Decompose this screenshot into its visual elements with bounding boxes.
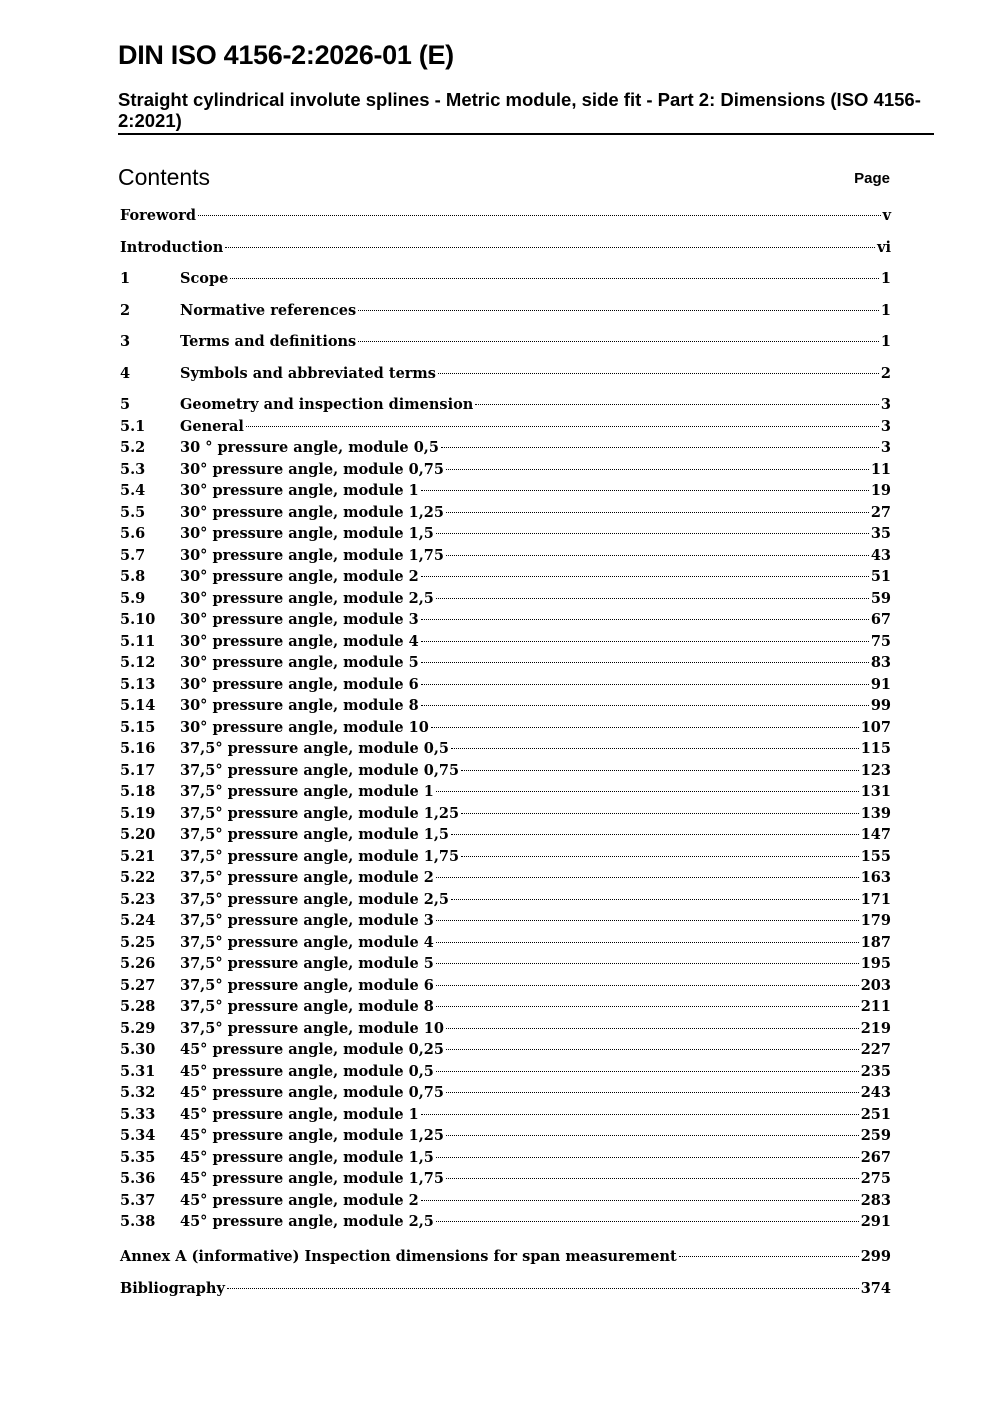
- toc-entry-title: 45° pressure angle, module 0,25: [180, 1041, 444, 1058]
- toc-entry-page: 83: [870, 654, 891, 671]
- toc-entry-page: 75: [870, 632, 891, 650]
- toc-entry-number: 5.20: [120, 826, 156, 843]
- toc-dot-leader: [436, 920, 859, 921]
- toc-dot-leader: [436, 942, 859, 943]
- toc-entry[interactable]: [120, 546, 891, 566]
- toc-entry-number: 5.7: [120, 546, 146, 564]
- toc-entry-page: 147: [860, 826, 891, 843]
- toc-entry-page: 259: [860, 1127, 891, 1144]
- toc-entry-page: 374: [860, 1280, 891, 1297]
- toc-dot-leader: [451, 834, 859, 835]
- toc-dot-leader: [358, 310, 879, 311]
- toc-entry-title: 37,5° pressure angle, module 10: [180, 1019, 444, 1037]
- toc-entry[interactable]: [120, 890, 891, 910]
- toc-entry-page: 2: [880, 365, 891, 382]
- page-column-heading: Page: [854, 170, 890, 187]
- toc-entry-page: 115: [860, 740, 891, 757]
- toc-dot-leader: [446, 1049, 859, 1050]
- toc-dot-leader: [436, 985, 859, 986]
- toc-entry-title: 37,5° pressure angle, module 0,75: [180, 761, 460, 779]
- toc-entry-number: 5.5: [120, 503, 146, 521]
- toc-entry[interactable]: [120, 1148, 891, 1168]
- toc-entry-title: 30 ° pressure angle, module 0,5: [180, 439, 439, 456]
- toc-entry-title: 37,5° pressure angle, module 1,5: [180, 826, 450, 843]
- toc-entry-page: 163: [860, 869, 891, 886]
- toc-dot-leader: [446, 1178, 859, 1179]
- toc-entry-page: 131: [860, 783, 891, 800]
- toc-entry-page: 51: [870, 568, 891, 585]
- toc-dot-leader: [246, 426, 879, 427]
- toc-entry[interactable]: [120, 954, 891, 974]
- toc-dot-leader: [198, 215, 881, 216]
- toc-entry[interactable]: [120, 825, 891, 845]
- toc-entry-number: 5.4: [120, 482, 146, 499]
- toc-entry-title: 30° pressure angle, module 5: [180, 654, 419, 671]
- toc-entry-number: 5.28: [120, 998, 156, 1015]
- toc-entry-number: 5.15: [120, 718, 156, 736]
- toc-dot-leader: [227, 1288, 859, 1289]
- toc-entry[interactable]: [120, 675, 891, 695]
- toc-entry-title: 30° pressure angle, module 2: [180, 568, 419, 585]
- toc-dot-leader: [441, 447, 879, 448]
- toc-entry[interactable]: [120, 653, 891, 673]
- toc-entry[interactable]: [120, 524, 891, 544]
- toc-entry-page: 203: [860, 976, 891, 994]
- toc-entry[interactable]: [120, 332, 891, 352]
- toc-entry-number: 5.14: [120, 697, 156, 714]
- toc-dot-leader: [436, 598, 869, 599]
- toc-entry-title: 45° pressure angle, module 1,5: [180, 1148, 434, 1166]
- toc-entry-number: 5.1: [120, 417, 146, 435]
- toc-entry-page: 267: [860, 1148, 891, 1166]
- toc-entry-page: 1: [880, 333, 891, 350]
- toc-entry-title: 30° pressure angle, module 3: [180, 611, 419, 628]
- toc-entry-title: 45° pressure angle, module 2,5: [180, 1213, 434, 1230]
- toc-entry-title: Bibliography: [120, 1280, 225, 1297]
- toc-entry-title: 37,5° pressure angle, module 0,5: [180, 740, 450, 757]
- toc-dot-leader: [431, 727, 859, 728]
- toc-entry-title: 30° pressure angle, module 1: [180, 482, 419, 499]
- toc-entry[interactable]: [120, 301, 891, 321]
- toc-entry-title: 30° pressure angle, module 10: [180, 718, 429, 736]
- toc-dot-leader: [421, 1114, 859, 1115]
- toc-entry-page: 67: [870, 611, 891, 628]
- toc-dot-leader: [461, 813, 859, 814]
- document-id: DIN ISO 4156-2:2026-01 (E): [118, 40, 454, 70]
- toc-dot-leader: [446, 1092, 859, 1093]
- toc-entry-page: 283: [860, 1191, 891, 1209]
- toc-entry-page: 235: [860, 1062, 891, 1080]
- toc-dot-leader: [436, 791, 859, 792]
- toc-entry-number: 5.37: [120, 1191, 156, 1209]
- toc-entry[interactable]: [120, 567, 891, 587]
- toc-entry-title: 45° pressure angle, module 1,25: [180, 1127, 444, 1144]
- toc-entry-title: 30° pressure angle, module 1,5: [180, 525, 434, 542]
- toc-entry-number: 5.3: [120, 460, 146, 478]
- toc-dot-leader: [438, 373, 879, 374]
- toc-entry-title: Annex A (informative) Inspection dimensions for span measurement: [120, 1248, 677, 1265]
- toc-entry-title: 45° pressure angle, module 0,75: [180, 1084, 444, 1101]
- toc-entry-number: 5.31: [120, 1062, 156, 1080]
- toc-dot-leader: [679, 1256, 859, 1257]
- document-subtitle: Straight cylindrical involute splines - Metric module, side fit - Part 2: Dimensions (ISO 4156-2:2021): [118, 89, 921, 131]
- toc-entry-title: 37,5° pressure angle, module 1,75: [180, 847, 460, 865]
- toc-entry-title: Normative references: [180, 302, 357, 319]
- toc-dot-leader: [421, 490, 869, 491]
- toc-dot-leader: [421, 641, 869, 642]
- toc-entry-number: 5.9: [120, 589, 146, 607]
- toc-entry-number: 5.26: [120, 955, 156, 972]
- toc-entry-page: 3: [880, 439, 891, 456]
- toc-entry-number: 5.18: [120, 783, 156, 800]
- toc-entry-number: 5.29: [120, 1019, 156, 1037]
- toc-dot-leader: [461, 770, 859, 771]
- toc-entry-number: 5.19: [120, 804, 156, 822]
- toc-entry-page: 299: [860, 1248, 891, 1265]
- toc-entry[interactable]: [120, 1019, 891, 1039]
- toc-entry[interactable]: [120, 739, 891, 759]
- toc-dot-leader: [421, 576, 869, 577]
- toc-entry[interactable]: [120, 395, 891, 415]
- toc-entry-title: 30° pressure angle, module 4: [180, 632, 419, 650]
- toc-dot-leader: [475, 404, 879, 405]
- toc-entry-number: 5.25: [120, 933, 156, 951]
- toc-entry-title: 37,5° pressure angle, module 2,5: [180, 890, 450, 908]
- toc-dot-leader: [451, 748, 859, 749]
- toc-entry-page: 43: [870, 546, 891, 564]
- toc-entry-page: 1: [880, 302, 891, 319]
- toc-entry[interactable]: [120, 417, 891, 437]
- toc-entry-page: 171: [860, 890, 891, 908]
- header-rule: [118, 133, 934, 135]
- toc-dot-leader: [446, 555, 869, 556]
- toc-dot-leader: [436, 533, 869, 534]
- toc-entry[interactable]: [120, 1126, 891, 1146]
- toc-entry-title: 37,5° pressure angle, module 3: [180, 912, 434, 929]
- toc-entry-title: 30° pressure angle, module 2,5: [180, 589, 434, 607]
- toc-entry-title: 45° pressure angle, module 2: [180, 1191, 419, 1209]
- toc-entry-number: 5.24: [120, 912, 156, 929]
- toc-entry[interactable]: [120, 460, 891, 480]
- toc-entry[interactable]: [120, 718, 891, 738]
- toc-entry[interactable]: [120, 1083, 891, 1103]
- toc-dot-leader: [421, 1200, 859, 1201]
- toc-entry-title: 45° pressure angle, module 1: [180, 1105, 419, 1123]
- toc-entry-title: 30° pressure angle, module 6: [180, 675, 419, 693]
- toc-entry-number: 5.6: [120, 525, 146, 542]
- toc-dot-leader: [436, 1221, 859, 1222]
- toc-entry-page: 139: [860, 804, 891, 822]
- toc-entry-number: 5.17: [120, 761, 156, 779]
- toc-entry[interactable]: [120, 1169, 891, 1189]
- toc-entry-page: 99: [870, 697, 891, 714]
- toc-dot-leader: [421, 619, 869, 620]
- toc-entry-number: 5: [120, 396, 131, 413]
- toc-entry-title: 30° pressure angle, module 1,25: [180, 503, 444, 521]
- toc-entry[interactable]: [120, 1040, 891, 1060]
- toc-entry[interactable]: [120, 1247, 891, 1267]
- toc-entry-number: 4: [120, 365, 131, 382]
- toc-entry-page: 11: [870, 460, 891, 478]
- toc-entry[interactable]: [120, 847, 891, 867]
- toc-entry[interactable]: [120, 1212, 891, 1232]
- toc-entry-page: 227: [860, 1041, 891, 1058]
- toc-entry-title: Symbols and abbreviated terms: [180, 365, 436, 382]
- toc-entry[interactable]: [120, 911, 891, 931]
- toc-entry-page: 219: [860, 1019, 891, 1037]
- toc-entry-number: 5.12: [120, 654, 156, 671]
- toc-dot-leader: [436, 1071, 859, 1072]
- toc-entry[interactable]: [120, 438, 891, 458]
- toc-dot-leader: [451, 899, 859, 900]
- toc-entry-page: 211: [860, 998, 891, 1015]
- toc-dot-leader: [421, 662, 869, 663]
- toc-entry-page: vi: [877, 239, 891, 256]
- toc-entry-number: 5.27: [120, 976, 156, 994]
- toc-dot-leader: [446, 469, 869, 470]
- toc-entry-title: Introduction: [120, 239, 224, 256]
- toc-entry-number: 5.16: [120, 740, 156, 757]
- toc-dot-leader: [446, 512, 869, 513]
- toc-entry[interactable]: [120, 997, 891, 1017]
- toc-entry[interactable]: [120, 1191, 891, 1211]
- toc-entry-title: 30° pressure angle, module 0,75: [180, 460, 444, 478]
- toc-entry-number: 5.22: [120, 869, 156, 886]
- toc-entry-page: 107: [860, 718, 891, 736]
- toc-entry-page: 195: [860, 955, 891, 972]
- toc-entry-page: 91: [870, 675, 891, 693]
- toc-entry-number: 5.34: [120, 1127, 156, 1144]
- toc-entry[interactable]: [120, 804, 891, 824]
- toc-entry[interactable]: [120, 503, 891, 523]
- toc-entry-title: 37,5° pressure angle, module 5: [180, 955, 434, 972]
- toc-dot-leader: [446, 1135, 859, 1136]
- toc-entry-page: 179: [860, 912, 891, 929]
- toc-entry-page: 275: [860, 1170, 891, 1187]
- toc-entry-page: 3: [880, 417, 891, 435]
- toc-entry[interactable]: [120, 610, 891, 630]
- toc-entry[interactable]: [120, 364, 891, 384]
- toc-dot-leader: [446, 1028, 859, 1029]
- toc-entry-title: 37,5° pressure angle, module 1: [180, 783, 434, 800]
- toc-entry-title: Terms and definitions: [180, 333, 357, 350]
- toc-entry[interactable]: [120, 1105, 891, 1125]
- toc-entry[interactable]: [120, 868, 891, 888]
- toc-dot-leader: [461, 856, 859, 857]
- toc-entry-title: General: [180, 417, 244, 435]
- toc-dot-leader: [230, 278, 879, 279]
- toc-entry-title: 37,5° pressure angle, module 2: [180, 869, 434, 886]
- toc-entry[interactable]: [120, 206, 891, 226]
- toc-entry-title: 37,5° pressure angle, module 4: [180, 933, 434, 951]
- toc-entry-number: 5.13: [120, 675, 156, 693]
- toc-entry[interactable]: [120, 976, 891, 996]
- toc-entry[interactable]: [120, 782, 891, 802]
- toc-entry-number: 5.8: [120, 568, 146, 585]
- toc-entry-title: 30° pressure angle, module 8: [180, 697, 419, 714]
- toc-entry-number: 3: [120, 333, 131, 350]
- toc-entry[interactable]: [120, 696, 891, 716]
- toc-entry-title: 37,5° pressure angle, module 8: [180, 998, 434, 1015]
- toc-entry[interactable]: [120, 238, 891, 258]
- toc-entry-page: 1: [880, 270, 891, 287]
- toc-dot-leader: [436, 1157, 859, 1158]
- toc-dot-leader: [436, 877, 859, 878]
- toc-entry[interactable]: [120, 589, 891, 609]
- toc-entry-number: 5.33: [120, 1105, 156, 1123]
- contents-heading: Contents: [118, 164, 211, 190]
- toc-dot-leader: [436, 1006, 859, 1007]
- toc-entry[interactable]: [120, 933, 891, 953]
- toc-entry[interactable]: [120, 1279, 891, 1299]
- toc-entry-page: 187: [860, 933, 891, 951]
- toc-entry-page: v: [882, 207, 891, 224]
- toc-dot-leader: [436, 963, 859, 964]
- toc-entry-page: 3: [880, 396, 891, 413]
- toc-entry-page: 155: [860, 847, 891, 865]
- toc-entry-page: 123: [860, 761, 891, 779]
- toc-entry-title: 30° pressure angle, module 1,75: [180, 546, 444, 564]
- toc-entry-title: Foreword: [120, 207, 196, 224]
- toc-entry-number: 1: [120, 270, 131, 287]
- toc-entry-title: 45° pressure angle, module 0,5: [180, 1062, 434, 1080]
- toc-entry-page: 291: [860, 1213, 891, 1230]
- toc-dot-leader: [421, 684, 869, 685]
- toc-entry-page: 27: [870, 503, 891, 521]
- toc-entry-page: 35: [870, 525, 891, 542]
- toc-entry[interactable]: [120, 632, 891, 652]
- toc-entry[interactable]: [120, 761, 891, 781]
- toc-entry-number: 5.21: [120, 847, 156, 865]
- toc-entry[interactable]: [120, 1062, 891, 1082]
- toc-entry-number: 5.36: [120, 1170, 156, 1187]
- toc-entry-title: Scope: [180, 270, 229, 287]
- toc-entry-number: 5.38: [120, 1213, 156, 1230]
- toc-entry-number: 5.10: [120, 611, 156, 628]
- toc-entry-number: 5.11: [120, 632, 156, 650]
- toc-entry-number: 2: [120, 302, 131, 319]
- toc-dot-leader: [358, 341, 879, 342]
- toc-entry-title: Geometry and inspection dimension: [180, 396, 474, 413]
- toc-entry-page: 243: [860, 1084, 891, 1101]
- toc-entry-number: 5.32: [120, 1084, 156, 1101]
- toc-dot-leader: [421, 705, 869, 706]
- toc-entry-number: 5.30: [120, 1041, 156, 1058]
- toc-entry-title: 45° pressure angle, module 1,75: [180, 1170, 444, 1187]
- toc-entry-page: 59: [870, 589, 891, 607]
- toc-entry-number: 5.2: [120, 439, 146, 456]
- toc-entry-page: 251: [860, 1105, 891, 1123]
- toc-entry[interactable]: [120, 481, 891, 501]
- toc-entry-page: 19: [870, 482, 891, 499]
- toc-entry[interactable]: [120, 269, 891, 289]
- toc-entry-number: 5.23: [120, 890, 156, 908]
- toc-dot-leader: [225, 247, 875, 248]
- toc-entry-title: 37,5° pressure angle, module 1,25: [180, 804, 460, 822]
- toc-entry-number: 5.35: [120, 1148, 156, 1166]
- toc-entry-title: 37,5° pressure angle, module 6: [180, 976, 434, 994]
